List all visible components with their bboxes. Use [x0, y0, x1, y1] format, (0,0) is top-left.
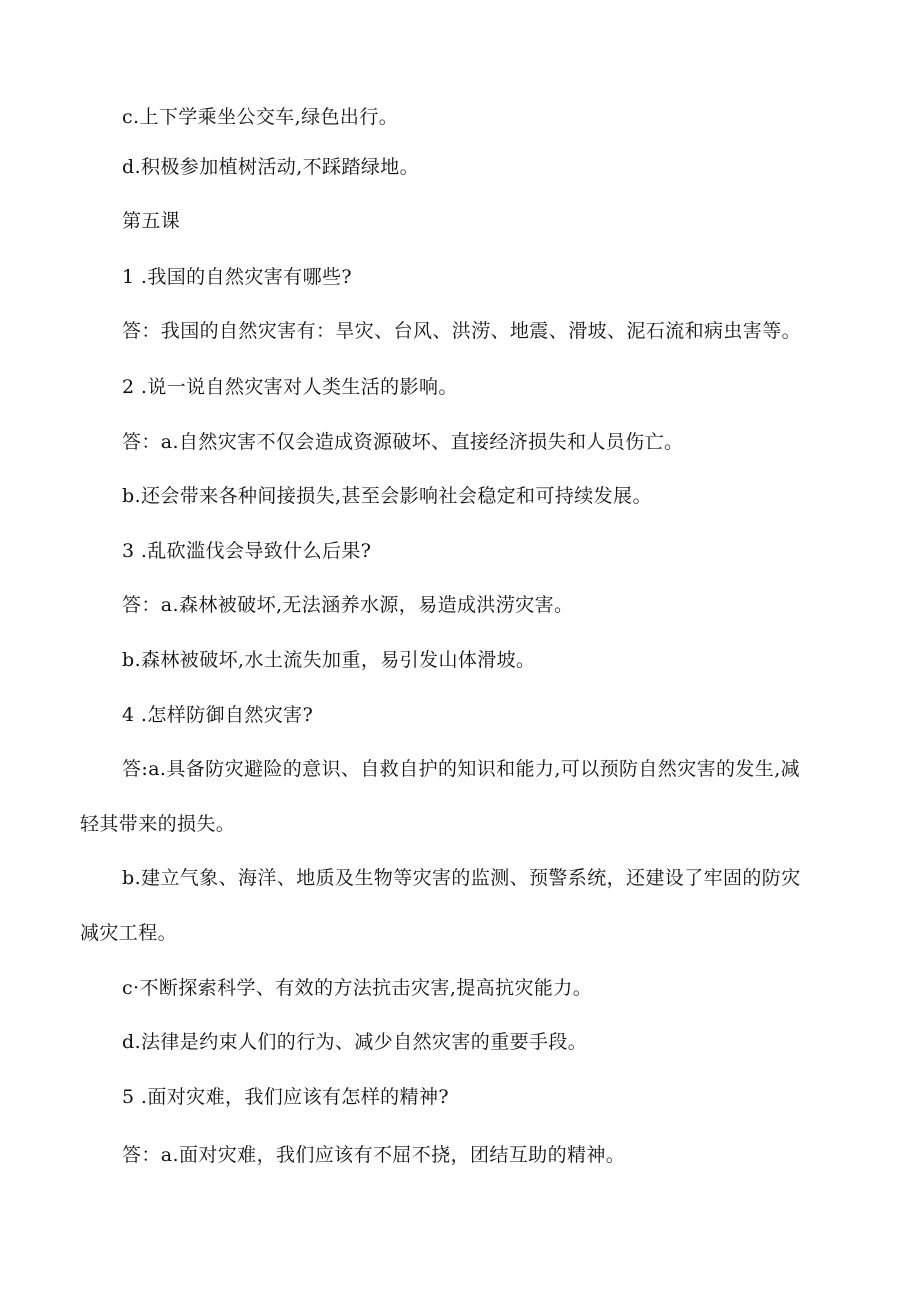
answer-3-a: 答：a.森林被破坏,无法涵养水源，易造成洪涝灾害。 — [122, 594, 574, 616]
answer-2-b: b.还会带来各种间接损失,甚至会影响社会稳定和可持续发展。 — [122, 485, 652, 507]
question-4: 4 .怎样防御自然灾害? — [122, 704, 314, 726]
answer-3-b: b.森林被破坏,水土流失加重，易引发山体滑坡。 — [122, 649, 536, 671]
answer-2-a: 答：a.自然灾害不仅会造成资源破坏、直接经济损失和人员伤亡。 — [122, 431, 684, 453]
answer-4-a-line-2: 轻其带来的损失。 — [80, 813, 236, 835]
answer-4-b-line-2: 减灾工程。 — [80, 922, 178, 944]
lesson-heading: 第五课 — [122, 210, 181, 232]
question-1: 1 .我国的自然灾害有哪些? — [122, 266, 352, 288]
question-2: 2 .说一说自然灾害对人类生活的影响。 — [122, 376, 458, 398]
answer-4-c: c·不断探索科学、有效的方法抗击灾害,提高抗灾能力。 — [122, 977, 593, 999]
answer-5: 答：a.面对灾难，我们应该有不屈不挠，团结互助的精神。 — [122, 1144, 626, 1166]
answer-4-b-line-1: b.建立气象、海洋、地质及生物等灾害的监测、预警系统，还建设了牢固的防灾 — [122, 867, 801, 889]
question-5: 5 .面对灾难，我们应该有怎样的精神? — [122, 1086, 449, 1108]
answer-4-d: d.法律是约束人们的行为、减少自然灾害的重要手段。 — [122, 1031, 588, 1053]
text-line-item-c-green-travel: c.上下学乘坐公交车,绿色出行。 — [122, 106, 399, 128]
answer-4-a-line-1: 答:a.具备防灾避险的意识、自救自护的知识和能力,可以预防自然灾害的发生,减 — [122, 758, 801, 780]
question-3: 3 .乱砍滥伐会导致什么后果? — [122, 540, 372, 562]
answer-1: 答：我国的自然灾害有：旱灾、台风、洪涝、地震、滑坡、泥石流和病虫害等。 — [122, 320, 802, 342]
text-line-item-d-plant-trees: d.积极参加植树活动,不踩踏绿地。 — [122, 156, 420, 178]
